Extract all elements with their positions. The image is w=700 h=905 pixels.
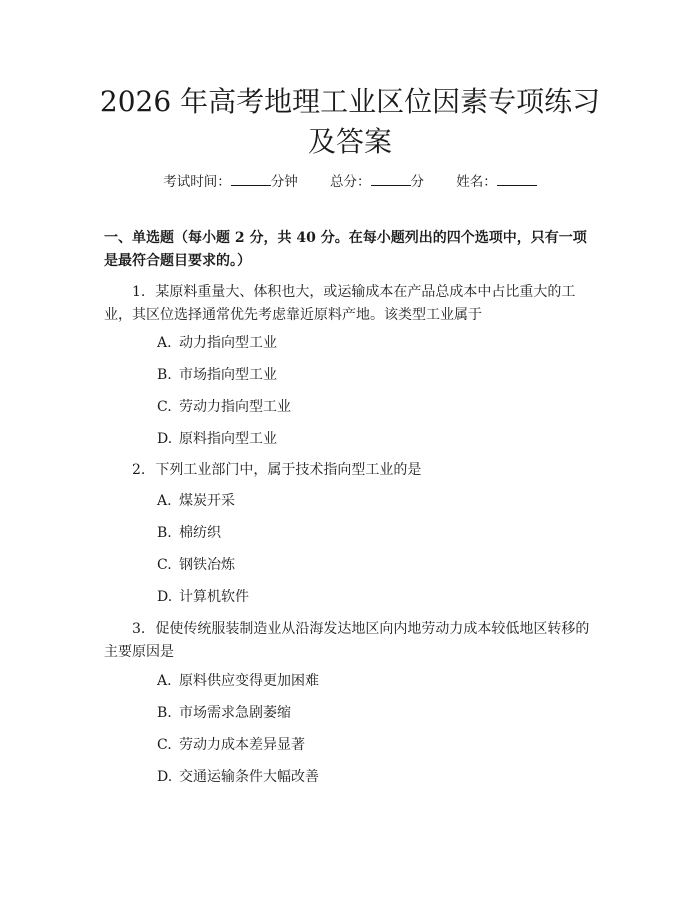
question-3-option-b [157,703,291,723]
option-letter: B. [157,367,172,383]
question-3-option-c [157,735,305,755]
total-score-label: 总分： [330,174,371,190]
exam-time-field [163,170,298,190]
option-text: 原料指向型工业 [179,431,277,447]
student-name-blank [497,173,537,186]
question-text: 某原料重量大、体积也大，或运输成本在产品总成本中占比重大的工业，其区位选择通常优先考虑靠近原料产地。该类型工业属于 [104,284,576,323]
question-1-option-a [157,333,277,353]
question-1-option-c [157,397,291,417]
option-text: 煤炭开采 [179,493,235,509]
question-3 [104,618,599,664]
question-1 [104,281,599,327]
question-2 [104,459,599,482]
question-2-option-a [157,491,235,511]
option-letter: B. [157,525,172,541]
question-number: 3. [132,621,146,637]
option-letter: C. [157,557,172,573]
question-1-option-b [157,365,277,385]
page-title: 2026 年高考地理工业区位因素专项练习及答案 [99,85,601,158]
exam-info-row [0,170,700,190]
option-text: 劳动力成本差异显著 [179,737,305,753]
option-text: 原料供应变得更加困难 [179,673,319,689]
total-score-field [330,170,424,190]
question-2-option-b [157,523,221,543]
option-letter: C. [157,737,172,753]
question-2-option-d [157,587,249,607]
total-score-blank [371,173,411,186]
option-letter: A. [157,335,172,351]
student-name-field [456,170,537,190]
exam-time-label: 考试时间： [163,174,231,190]
section-heading: 一、单选题（每小题 2 分，共 40 分。在每小题列出的四个选项中，只有一项是最符合题目要求的。） [104,230,587,269]
option-text: 交通运输条件大幅改善 [179,769,319,785]
question-text: 下列工业部门中，属于技术指向型工业的是 [155,462,422,478]
option-text: 劳动力指向型工业 [179,399,291,415]
option-text: 棉纺织 [179,525,221,541]
option-text: 钢铁冶炼 [179,557,235,573]
exam-time-unit: 分钟 [270,174,298,190]
option-text: 市场指向型工业 [179,367,277,383]
option-letter: A. [157,493,172,509]
option-letter: A. [157,673,172,689]
question-3-option-d [157,767,319,787]
question-number: 2. [132,462,146,478]
total-score-unit: 分 [410,174,424,190]
question-2-option-c [157,555,235,575]
option-text: 动力指向型工业 [179,335,277,351]
option-text: 计算机软件 [179,589,249,605]
student-name-label: 姓名： [456,174,497,190]
option-letter: D. [157,589,173,605]
question-1-option-d [157,429,277,449]
option-letter: B. [157,705,172,721]
question-text: 促使传统服装制造业从沿海发达地区向内地劳动力成本较低地区转移的主要原因是 [104,621,590,660]
option-letter: D. [157,769,173,785]
option-text: 市场需求急剧萎缩 [179,705,291,721]
question-number: 1. [132,284,146,300]
exam-time-blank [231,173,271,186]
question-3-option-a [157,671,319,691]
option-letter: D. [157,431,173,447]
option-letter: C. [157,399,172,415]
